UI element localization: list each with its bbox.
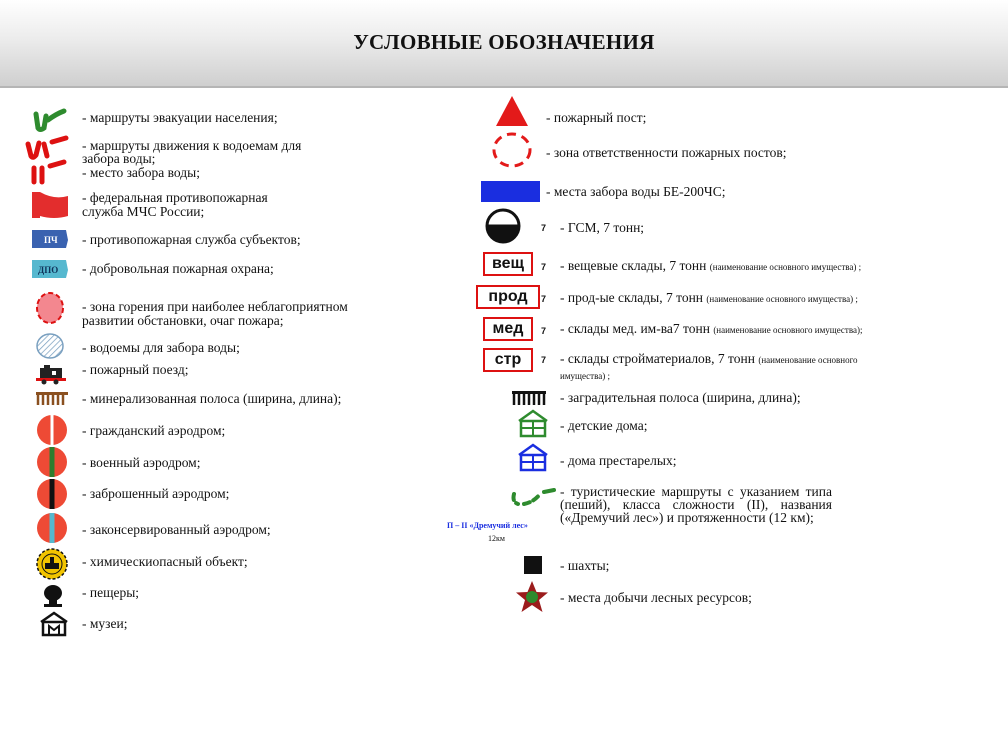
museum-icon bbox=[38, 610, 70, 638]
mothballed-airfield-icon bbox=[36, 512, 68, 544]
cave-icon bbox=[38, 582, 68, 610]
red-flag-icon bbox=[30, 190, 70, 222]
legend-text: - добровольная пожарная охрана; bbox=[82, 261, 274, 276]
route-length: 12км bbox=[488, 534, 505, 543]
warehouse-food-label: прод bbox=[476, 285, 540, 309]
nursing-home-icon bbox=[516, 442, 550, 474]
be200-intake-icon bbox=[481, 180, 541, 204]
legend-text: - химическиопасный объект; bbox=[82, 554, 248, 569]
forest-resources-icon bbox=[514, 580, 550, 614]
pch-flag-icon bbox=[30, 228, 70, 250]
mine-icon bbox=[522, 554, 546, 578]
legend-text: - детские дома; bbox=[560, 418, 648, 433]
legend-text: - места добычи лесных ресурсов; bbox=[560, 590, 752, 605]
legend-text: - заброшенный аэродром; bbox=[82, 486, 230, 501]
chemical-hazard-icon bbox=[36, 548, 68, 580]
water-route-icon bbox=[22, 134, 70, 186]
legend-text: - прод-ые склады, 7 тонн (наименование основного имущества) ; bbox=[560, 290, 858, 305]
fire-post-icon bbox=[494, 94, 530, 128]
legend-text: - водоемы для забора воды; bbox=[82, 340, 240, 355]
dpo-flag-icon bbox=[30, 258, 70, 280]
legend-text: - законсервированный аэродром; bbox=[82, 522, 271, 537]
legend-text: - склады мед. им-ва7 тонн (наименование основного имущества); bbox=[560, 321, 863, 336]
legend-text: - место забора воды; bbox=[82, 165, 200, 180]
tourist-route-icon bbox=[506, 484, 558, 520]
legend-text: - противопожарная служба субъектов; bbox=[82, 232, 301, 247]
legend-text: - пожарный пост; bbox=[546, 110, 647, 125]
mineralized-strip-icon bbox=[34, 390, 70, 408]
quantity-number: 7 bbox=[541, 294, 547, 304]
children-home-icon bbox=[516, 408, 550, 440]
evacuation-route-icon bbox=[30, 106, 70, 134]
legend-text: - минерализованная полоса (ширина, длина); bbox=[82, 391, 342, 406]
legend-note: имущества) ; bbox=[560, 371, 610, 381]
abandoned-airfield-icon bbox=[36, 478, 68, 510]
legend-text: - дома престарелых; bbox=[560, 453, 677, 468]
quantity-number: 7 bbox=[541, 355, 547, 365]
legend-text: забора воды; bbox=[82, 151, 156, 166]
legend-text: служба МЧС России; bbox=[82, 204, 205, 219]
page-title: УСЛОВНЫЕ ОБОЗНАЧЕНИЯ bbox=[353, 30, 655, 54]
quantity-number: 7 bbox=[541, 326, 547, 336]
fire-train-icon bbox=[34, 362, 68, 386]
route-label: П – II «Дремучий лес» bbox=[447, 521, 528, 530]
quantity-number: 7 bbox=[541, 262, 547, 272]
legend-text: - зона горения при наиболее неблагоприятном bbox=[82, 299, 348, 314]
legend-text: развитии обстановки, очаг пожара; bbox=[82, 313, 284, 328]
legend-text: - туристические маршруты с указанием типа (пеший), класса сложности (II), названия («Дремучий лес») и протяженности (12 км); bbox=[560, 484, 832, 525]
warehouse-construction-label: стр bbox=[483, 348, 533, 372]
header bbox=[0, 0, 1008, 88]
legend-text: - маршруты движения к водоемам для bbox=[82, 138, 302, 153]
legend-text: - места забора воды БЕ-200ЧС; bbox=[546, 184, 726, 199]
legend-text: - заградительная полоса (ширина, длина); bbox=[560, 390, 801, 405]
legend-text: - гражданский аэродром; bbox=[82, 423, 226, 438]
warehouse-clothing-label: вещ bbox=[483, 252, 533, 276]
warehouse-medical-label: мед bbox=[483, 317, 533, 341]
civil-airfield-icon bbox=[36, 414, 68, 446]
legend-text: - шахты; bbox=[560, 558, 610, 573]
legend-text: - маршруты эвакуации населения; bbox=[82, 110, 278, 125]
barrier-strip-icon bbox=[510, 388, 550, 408]
water-body-icon bbox=[34, 332, 66, 360]
flag-label: ПЧ bbox=[44, 235, 58, 245]
legend-text: - ГСМ, 7 тонн; bbox=[560, 220, 645, 235]
legend-text: - пещеры; bbox=[82, 585, 140, 600]
legend-text: - вещевые склады, 7 тонн (наименование основного имущества) ; bbox=[560, 258, 862, 273]
legend-text: - склады стройматериалов, 7 тонн (наименование основного bbox=[560, 351, 858, 366]
fuel-icon bbox=[484, 207, 522, 245]
fire-zone-icon bbox=[32, 290, 68, 326]
fire-post-zone-icon bbox=[490, 130, 534, 170]
legend-text: - музеи; bbox=[82, 616, 128, 631]
legend-text: - зона ответственности пожарных постов; bbox=[546, 145, 787, 160]
quantity-number: 7 bbox=[541, 223, 547, 233]
legend-text: - федеральная противопожарная bbox=[82, 190, 268, 205]
flag-label: ДПО bbox=[38, 265, 59, 275]
legend-text: - военный аэродром; bbox=[82, 455, 201, 470]
legend-text: - пожарный поезд; bbox=[82, 362, 189, 377]
military-airfield-icon bbox=[36, 446, 68, 478]
